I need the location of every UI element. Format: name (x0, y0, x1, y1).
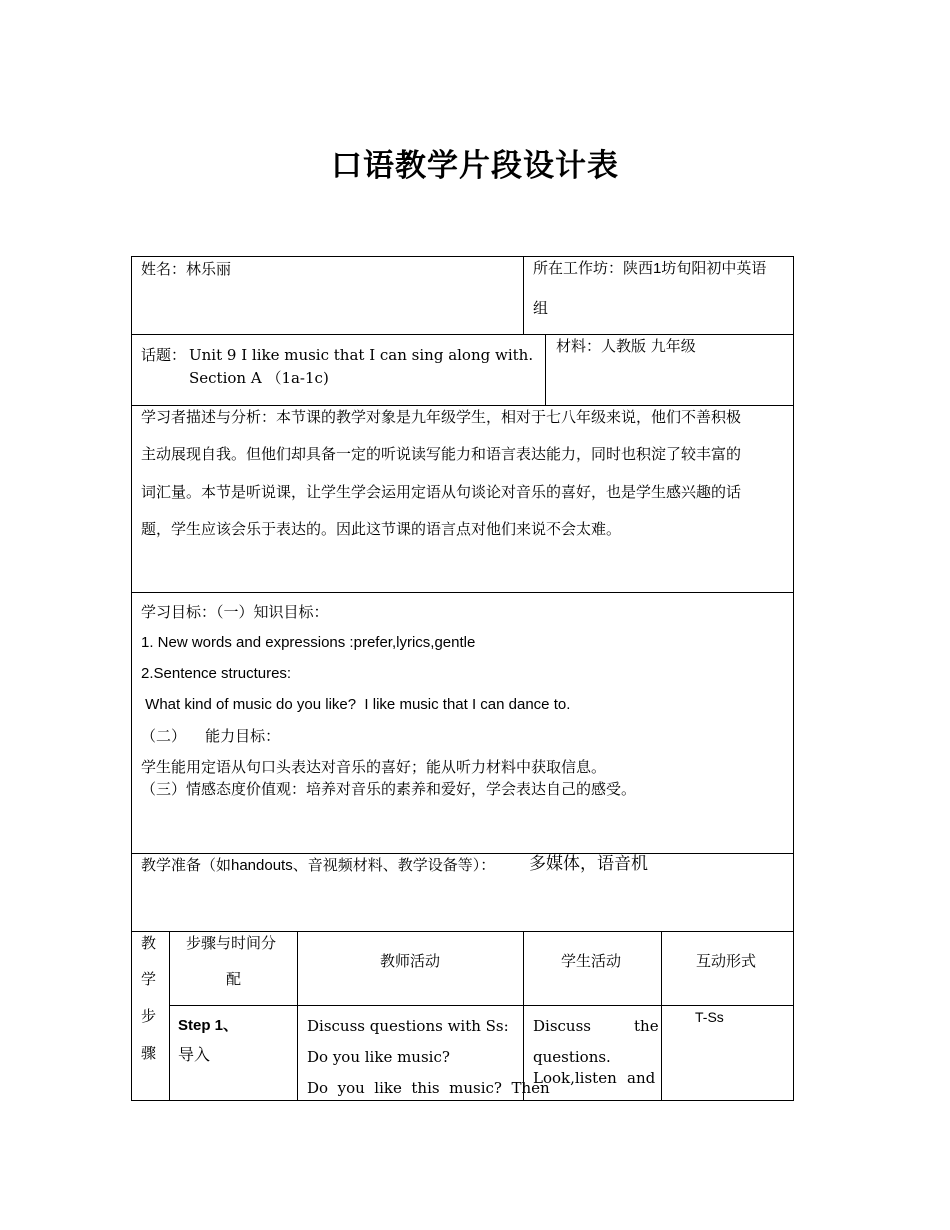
teacher-activity-line: Discuss questions with Ss: (307, 1017, 509, 1035)
student-activity-word: questions. (533, 1048, 611, 1066)
ability-heading: （二） 能力目标： (141, 727, 281, 745)
header-step-time: 步骤与时间分 (186, 934, 277, 952)
interaction-type: T-Ss (695, 1009, 724, 1025)
divider (545, 334, 546, 406)
material-label: 材料：人教版 九年级 (556, 337, 696, 355)
prep-label: 教学准备（如handouts、音视频材料、教学设备等）： (141, 857, 496, 874)
step-name: Step 1、 (178, 1017, 239, 1034)
header-teacher: 教师活动 (380, 952, 441, 970)
divider (297, 931, 298, 1101)
header-interaction: 互动形式 (696, 952, 757, 970)
objectives-row (131, 592, 794, 854)
divider (523, 256, 524, 335)
objective-words: 1. New words and expressions :prefer,lyrics,gentle (141, 634, 476, 651)
topic-title: Unit 9 I like music that I can sing along with. (189, 346, 534, 364)
steps-side-label: 步 (141, 1007, 157, 1025)
prep-value: 多媒体，语音机 (529, 854, 648, 874)
workshop-label-cont: 组 (533, 299, 549, 317)
analysis-line: 主动展现自我。但他们却具备一定的听说读写能力和语言表达能力，同时也积淀了较丰富的 (141, 445, 742, 463)
objectives-heading: 学习目标：（一）知识目标： (141, 603, 329, 621)
header-student: 学生活动 (561, 952, 622, 970)
page-title: 口语教学片段设计表 (331, 148, 619, 184)
analysis-line: 词汇量。本节是听说课，让学生学会运用定语从句谈论对音乐的喜好，也是学生感兴趣的话 (141, 483, 742, 501)
steps-side-label: 骤 (141, 1044, 157, 1062)
student-activity-word: and (627, 1069, 656, 1087)
student-activity-word: Look,listen (533, 1069, 617, 1087)
topic-section: Section A （1a-1c) (189, 369, 329, 387)
ability-text: 学生能用定语从句口头表达对音乐的喜好；能从听力材料中获取信息。 (141, 758, 607, 776)
page-bottom-mask (0, 1101, 950, 1230)
student-activity-word: Discuss (533, 1017, 591, 1035)
workshop-label: 所在工作坊：陕西1坊旬阳初中英语 (533, 260, 767, 277)
steps-side-label: 学 (141, 970, 157, 988)
topic-label: 话题： (141, 346, 187, 364)
steps-side-label: 教 (141, 934, 157, 952)
divider (523, 931, 524, 1101)
objective-example: What kind of music do you like? I like music that I can dance to. (141, 696, 571, 713)
emotion-text: （三）情感态度价值观：培养对音乐的素养和爱好，学会表达自己的感受。 (141, 780, 637, 798)
teacher-activity-line: Do you like music? (307, 1048, 450, 1066)
divider (661, 931, 662, 1101)
objective-structures: 2.Sentence structures: (141, 665, 292, 682)
analysis-line: 题，学生应该会乐于表达的。因此这节课的语言点对他们来说不会太难。 (141, 520, 622, 538)
teacher-activity-line: Do you like this music? Then (307, 1079, 550, 1097)
step-sub: 导入 (178, 1045, 211, 1064)
header-step-time-cont: 配 (226, 970, 242, 988)
student-activity-word: the (634, 1017, 659, 1035)
analysis-line: 学习者描述与分析：本节课的教学对象是九年级学生，相对于七八年级来说，他们不善积极 (141, 408, 742, 426)
divider (169, 931, 170, 1101)
divider (169, 1005, 794, 1006)
name-label: 姓名：林乐丽 (141, 260, 232, 278)
